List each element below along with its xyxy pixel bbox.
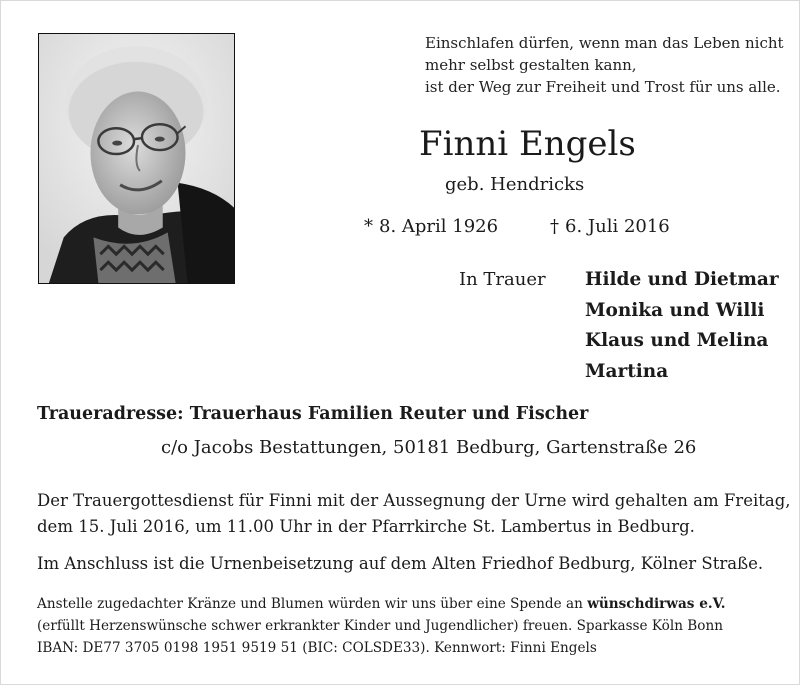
mourner-name: Monika und Willi — [585, 299, 765, 321]
burial-announcement: Im Anschluss ist die Urnenbeisetzung auf dem Alten Friedhof Bedburg, Kölner Straße. — [37, 554, 764, 573]
deceased-name: Finni Engels — [419, 124, 636, 164]
mourning-label: In Trauer — [459, 269, 546, 290]
maiden-name: geb. Hendricks — [445, 174, 585, 195]
mourner-name: Hilde und Dietmar — [585, 269, 779, 290]
birth-symbol-icon: * — [364, 216, 373, 237]
death-date — [550, 214, 670, 240]
death-date-text: 6. Juli 2016 — [565, 216, 670, 237]
donation-text: Anstelle zugedachter Kränze und Blumen würden wir uns über eine Spende an — [37, 596, 588, 612]
cross-icon: † — [550, 216, 559, 237]
portrait-photo — [38, 33, 235, 284]
donation-line: (erfüllt Herzenswünsche schwer erkrankter Kinder und Jugendlicher) freuen. Sparkasse Köln Bonn — [37, 618, 723, 634]
mourner-name: Martina — [585, 360, 669, 382]
service-announcement — [37, 488, 791, 540]
service-line: dem 15. Juli 2016, um 11.00 Uhr in der Pfarrkirche St. Lambertus in Bedburg. — [37, 517, 695, 536]
donation-bank-details: IBAN: DE77 3705 0198 1951 9519 51 (BIC: COLSDE33). Kennwort: Finni Engels — [37, 640, 597, 656]
address-title: Traueradresse: Trauerhaus Familien Reuter und Fischer — [37, 404, 589, 424]
donation-request — [37, 593, 767, 659]
birth-date-text: 8. April 1926 — [379, 216, 499, 237]
motto-line: Einschlafen dürfen, wenn man das Leben nicht — [425, 34, 784, 52]
donation-organization: wünschdirwas e.V. — [587, 596, 726, 612]
motto-line: mehr selbst gestalten kann, — [425, 56, 637, 74]
service-line: Der Trauergottesdienst für Finni mit der Aussegnung der Urne wird gehalten am Freitag, — [37, 491, 791, 510]
mourner-name: Klaus und Melina — [585, 330, 769, 351]
mourners-list — [585, 265, 779, 387]
motto-line: ist der Weg zur Freiheit und Trost für uns alle. — [425, 78, 781, 96]
donation-line — [37, 593, 767, 615]
address-line: c/o Jacobs Bestattungen, 50181 Bedburg, Gartenstraße 26 — [161, 437, 697, 458]
birth-date — [364, 214, 498, 240]
motto-verse — [425, 32, 785, 98]
